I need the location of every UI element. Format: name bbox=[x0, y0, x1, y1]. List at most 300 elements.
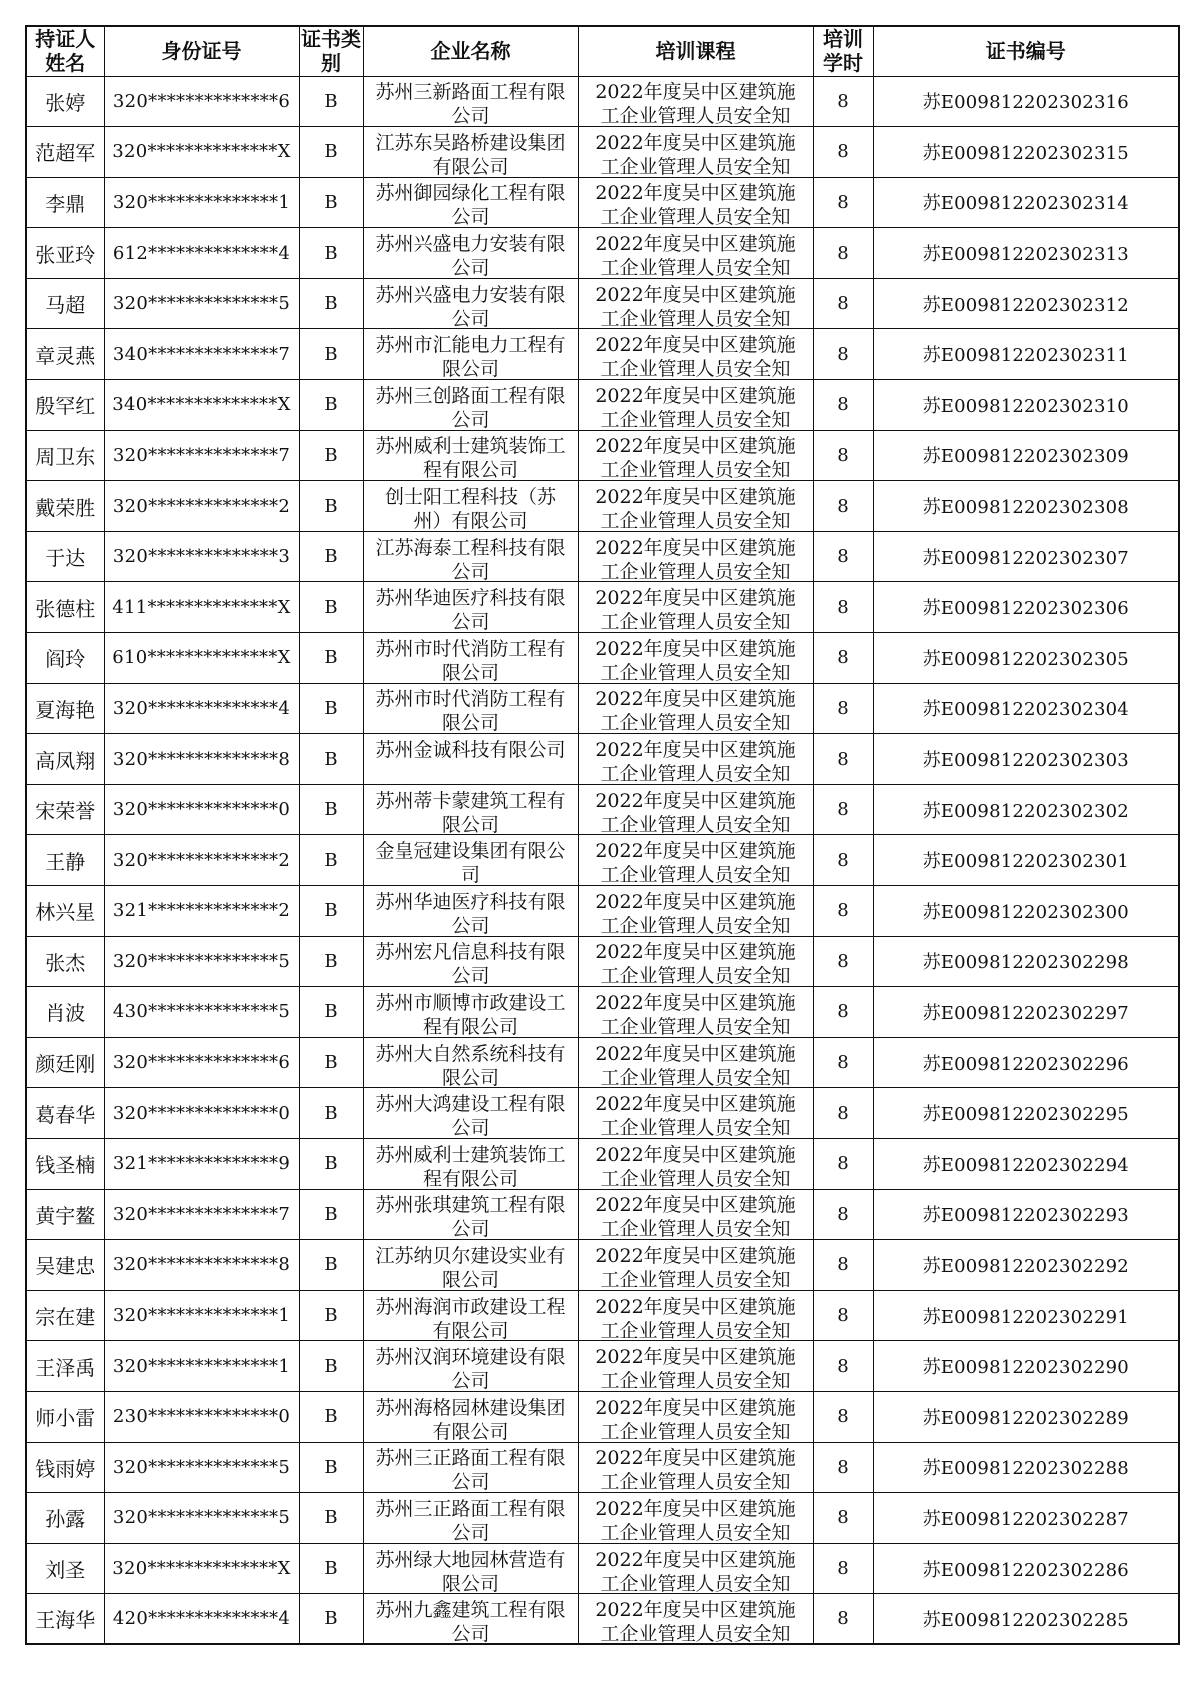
certificate-number: 苏E009812202302307 bbox=[873, 531, 1179, 582]
certificate-category: B bbox=[299, 886, 363, 937]
company-name: 江苏东吴路桥建设集团有限公司 bbox=[375, 131, 566, 175]
id-number: 411**************X bbox=[104, 582, 299, 633]
company-name: 苏州金诚科技有限公司 bbox=[375, 739, 566, 762]
table-row bbox=[26, 1493, 1179, 1544]
certificate-category: B bbox=[299, 784, 363, 835]
training-hours: 8 bbox=[813, 1594, 873, 1645]
company-name: 苏州华迪医疗科技有限公司 bbox=[375, 587, 566, 631]
training-hours: 8 bbox=[813, 76, 873, 127]
certificate-category: B bbox=[299, 1594, 363, 1645]
table-row bbox=[26, 1138, 1179, 1189]
certificate-category: B bbox=[299, 1391, 363, 1442]
training-course: 2022年度吴中区建筑施工企业管理人员安全知 bbox=[595, 890, 796, 934]
holder-name: 李鼎 bbox=[26, 177, 104, 228]
holder-name: 王海华 bbox=[26, 1594, 104, 1645]
certificate-category: B bbox=[299, 582, 363, 633]
table-row bbox=[26, 1391, 1179, 1442]
certificate-category: B bbox=[299, 633, 363, 684]
training-course: 2022年度吴中区建筑施工企业管理人员安全知 bbox=[595, 840, 796, 884]
certificate-number: 苏E009812202302303 bbox=[873, 734, 1179, 785]
id-number: 430**************5 bbox=[104, 987, 299, 1038]
holder-name: 张亚玲 bbox=[26, 228, 104, 279]
training-course: 2022年度吴中区建筑施工企业管理人员安全知 bbox=[595, 1346, 796, 1390]
table-row bbox=[26, 784, 1179, 835]
table-row bbox=[26, 177, 1179, 228]
training-hours: 8 bbox=[813, 329, 873, 380]
training-course: 2022年度吴中区建筑施工企业管理人员安全知 bbox=[595, 688, 796, 732]
training-hours: 8 bbox=[813, 1442, 873, 1493]
course-cell bbox=[578, 784, 813, 835]
course-cell bbox=[578, 1138, 813, 1189]
holder-name: 张杰 bbox=[26, 936, 104, 987]
id-number: 320**************0 bbox=[104, 784, 299, 835]
course-cell bbox=[578, 987, 813, 1038]
company-name: 苏州海润市政建设工程有限公司 bbox=[375, 1295, 566, 1339]
certificate-number: 苏E009812202302300 bbox=[873, 886, 1179, 937]
id-number: 610**************X bbox=[104, 633, 299, 684]
training-course: 2022年度吴中区建筑施工企业管理人员安全知 bbox=[595, 1497, 796, 1541]
company-name: 苏州大自然系统科技有限公司 bbox=[375, 1042, 566, 1086]
certificate-number: 苏E009812202302308 bbox=[873, 481, 1179, 532]
course-cell bbox=[578, 380, 813, 431]
id-number: 612**************4 bbox=[104, 228, 299, 279]
certificate-number: 苏E009812202302295 bbox=[873, 1088, 1179, 1139]
table-row bbox=[26, 1442, 1179, 1493]
training-hours: 8 bbox=[813, 1037, 873, 1088]
course-cell bbox=[578, 683, 813, 734]
company-cell bbox=[363, 380, 578, 431]
training-course: 2022年度吴中区建筑施工企业管理人员安全知 bbox=[595, 1042, 796, 1086]
table-row bbox=[26, 734, 1179, 785]
company-cell bbox=[363, 1138, 578, 1189]
course-cell bbox=[578, 228, 813, 279]
table-row bbox=[26, 1341, 1179, 1392]
holder-name: 葛春华 bbox=[26, 1088, 104, 1139]
holder-name: 王泽禹 bbox=[26, 1341, 104, 1392]
certificate-category: B bbox=[299, 734, 363, 785]
company-cell bbox=[363, 1290, 578, 1341]
table-row bbox=[26, 1290, 1179, 1341]
header-training-hours: 培训学时 bbox=[813, 26, 873, 76]
certificate-category: B bbox=[299, 936, 363, 987]
company-cell bbox=[363, 633, 578, 684]
certificate-number: 苏E009812202302315 bbox=[873, 127, 1179, 178]
company-cell bbox=[363, 329, 578, 380]
certificate-number: 苏E009812202302292 bbox=[873, 1240, 1179, 1291]
training-course: 2022年度吴中区建筑施工企业管理人员安全知 bbox=[595, 1396, 796, 1440]
training-course: 2022年度吴中区建筑施工企业管理人员安全知 bbox=[595, 1143, 796, 1187]
table-row bbox=[26, 430, 1179, 481]
company-cell bbox=[363, 278, 578, 329]
id-number: 320**************6 bbox=[104, 76, 299, 127]
training-course: 2022年度吴中区建筑施工企业管理人员安全知 bbox=[595, 1194, 796, 1238]
course-cell bbox=[578, 430, 813, 481]
training-hours: 8 bbox=[813, 582, 873, 633]
company-cell bbox=[363, 1189, 578, 1240]
training-course: 2022年度吴中区建筑施工企业管理人员安全知 bbox=[595, 283, 796, 327]
training-hours: 8 bbox=[813, 228, 873, 279]
training-course: 2022年度吴中区建筑施工企业管理人员安全知 bbox=[595, 991, 796, 1035]
certificate-number: 苏E009812202302309 bbox=[873, 430, 1179, 481]
training-hours: 8 bbox=[813, 936, 873, 987]
certificate-number: 苏E009812202302298 bbox=[873, 936, 1179, 987]
company-name: 苏州市汇能电力工程有限公司 bbox=[375, 334, 566, 378]
id-number: 320**************7 bbox=[104, 1189, 299, 1240]
company-cell bbox=[363, 1442, 578, 1493]
training-course: 2022年度吴中区建筑施工企业管理人员安全知 bbox=[595, 587, 796, 631]
id-number: 420**************4 bbox=[104, 1594, 299, 1645]
table-row bbox=[26, 835, 1179, 886]
company-name: 苏州大鸿建设工程有限公司 bbox=[375, 1093, 566, 1137]
course-cell bbox=[578, 278, 813, 329]
training-course: 2022年度吴中区建筑施工企业管理人员安全知 bbox=[595, 941, 796, 985]
company-name: 苏州宏凡信息科技有限公司 bbox=[375, 941, 566, 985]
header-certificate-number: 证书编号 bbox=[873, 26, 1179, 76]
id-number: 320**************X bbox=[104, 1543, 299, 1594]
certificate-category: B bbox=[299, 1442, 363, 1493]
company-cell bbox=[363, 784, 578, 835]
holder-name: 黄宇鳌 bbox=[26, 1189, 104, 1240]
certificate-category: B bbox=[299, 1543, 363, 1594]
company-name: 苏州市顺博市政建设工程有限公司 bbox=[375, 991, 566, 1035]
training-hours: 8 bbox=[813, 886, 873, 937]
training-course: 2022年度吴中区建筑施工企业管理人员安全知 bbox=[595, 1548, 796, 1592]
certificate-category: B bbox=[299, 1341, 363, 1392]
training-course: 2022年度吴中区建筑施工企业管理人员安全知 bbox=[595, 1598, 796, 1642]
certificate-number: 苏E009812202302311 bbox=[873, 329, 1179, 380]
training-hours: 8 bbox=[813, 278, 873, 329]
table-row bbox=[26, 1543, 1179, 1594]
certificate-category: B bbox=[299, 1189, 363, 1240]
company-cell bbox=[363, 1037, 578, 1088]
holder-name: 钱雨婷 bbox=[26, 1442, 104, 1493]
certificate-category: B bbox=[299, 683, 363, 734]
training-course: 2022年度吴中区建筑施工企业管理人员安全知 bbox=[595, 637, 796, 681]
holder-name: 戴荣胜 bbox=[26, 481, 104, 532]
training-hours: 8 bbox=[813, 177, 873, 228]
course-cell bbox=[578, 1442, 813, 1493]
course-cell bbox=[578, 835, 813, 886]
header-holder-name: 持证人姓名 bbox=[26, 26, 104, 76]
certificate-category: B bbox=[299, 177, 363, 228]
table-row bbox=[26, 228, 1179, 279]
company-cell bbox=[363, 531, 578, 582]
training-hours: 8 bbox=[813, 1240, 873, 1291]
company-name: 苏州汉润环境建设有限公司 bbox=[375, 1346, 566, 1390]
header-training-course: 培训课程 bbox=[578, 26, 813, 76]
company-cell bbox=[363, 228, 578, 279]
table-row bbox=[26, 987, 1179, 1038]
training-course: 2022年度吴中区建筑施工企业管理人员安全知 bbox=[595, 435, 796, 479]
training-hours: 8 bbox=[813, 1189, 873, 1240]
id-number: 320**************1 bbox=[104, 177, 299, 228]
holder-name: 殷罕红 bbox=[26, 380, 104, 431]
holder-name: 高凤翔 bbox=[26, 734, 104, 785]
id-number: 340**************7 bbox=[104, 329, 299, 380]
table-row bbox=[26, 1240, 1179, 1291]
company-name: 苏州兴盛电力安装有限公司 bbox=[375, 233, 566, 277]
company-cell bbox=[363, 1088, 578, 1139]
course-cell bbox=[578, 1493, 813, 1544]
company-cell bbox=[363, 177, 578, 228]
company-name: 苏州威利士建筑装饰工程有限公司 bbox=[375, 1143, 566, 1187]
certificate-category: B bbox=[299, 987, 363, 1038]
company-name: 苏州市时代消防工程有限公司 bbox=[375, 637, 566, 681]
certificate-number: 苏E009812202302314 bbox=[873, 177, 1179, 228]
certificate-number: 苏E009812202302289 bbox=[873, 1391, 1179, 1442]
table-row bbox=[26, 633, 1179, 684]
training-course: 2022年度吴中区建筑施工企业管理人员安全知 bbox=[595, 789, 796, 833]
company-cell bbox=[363, 76, 578, 127]
table-row bbox=[26, 481, 1179, 532]
training-hours: 8 bbox=[813, 734, 873, 785]
header-id-number: 身份证号 bbox=[104, 26, 299, 76]
course-cell bbox=[578, 1290, 813, 1341]
table-row bbox=[26, 278, 1179, 329]
course-cell bbox=[578, 1189, 813, 1240]
company-cell bbox=[363, 1594, 578, 1645]
certificate-number: 苏E009812202302287 bbox=[873, 1493, 1179, 1544]
holder-name: 周卫东 bbox=[26, 430, 104, 481]
course-cell bbox=[578, 886, 813, 937]
training-course: 2022年度吴中区建筑施工企业管理人员安全知 bbox=[595, 1447, 796, 1491]
id-number: 230**************0 bbox=[104, 1391, 299, 1442]
holder-name: 王静 bbox=[26, 835, 104, 886]
table-row bbox=[26, 1594, 1179, 1645]
company-name: 苏州兴盛电力安装有限公司 bbox=[375, 283, 566, 327]
header-company-name: 企业名称 bbox=[363, 26, 578, 76]
training-hours: 8 bbox=[813, 1543, 873, 1594]
table-row bbox=[26, 329, 1179, 380]
training-hours: 8 bbox=[813, 1290, 873, 1341]
certificate-number: 苏E009812202302297 bbox=[873, 987, 1179, 1038]
holder-name: 宗在建 bbox=[26, 1290, 104, 1341]
company-cell bbox=[363, 1341, 578, 1392]
training-hours: 8 bbox=[813, 380, 873, 431]
company-cell bbox=[363, 835, 578, 886]
certificate-category: B bbox=[299, 430, 363, 481]
holder-name: 阎玲 bbox=[26, 633, 104, 684]
certificate-number: 苏E009812202302293 bbox=[873, 1189, 1179, 1240]
id-number: 320**************2 bbox=[104, 481, 299, 532]
training-course: 2022年度吴中区建筑施工企业管理人员安全知 bbox=[595, 1093, 796, 1137]
table-row bbox=[26, 683, 1179, 734]
holder-name: 吴建忠 bbox=[26, 1240, 104, 1291]
company-name: 苏州三创路面工程有限公司 bbox=[375, 384, 566, 428]
course-cell bbox=[578, 633, 813, 684]
training-hours: 8 bbox=[813, 1088, 873, 1139]
certificate-number: 苏E009812202302306 bbox=[873, 582, 1179, 633]
company-cell bbox=[363, 734, 578, 785]
company-name: 江苏海泰工程科技有限公司 bbox=[375, 536, 566, 580]
training-hours: 8 bbox=[813, 683, 873, 734]
certificate-category: B bbox=[299, 380, 363, 431]
certificate-number: 苏E009812202302294 bbox=[873, 1138, 1179, 1189]
certificate-number: 苏E009812202302302 bbox=[873, 784, 1179, 835]
course-cell bbox=[578, 734, 813, 785]
company-name: 苏州三正路面工程有限公司 bbox=[375, 1447, 566, 1491]
course-cell bbox=[578, 1240, 813, 1291]
id-number: 320**************7 bbox=[104, 430, 299, 481]
certificate-number: 苏E009812202302286 bbox=[873, 1543, 1179, 1594]
certificate-number: 苏E009812202302290 bbox=[873, 1341, 1179, 1392]
certificate-category: B bbox=[299, 1037, 363, 1088]
holder-name: 颜廷刚 bbox=[26, 1037, 104, 1088]
id-number: 320**************3 bbox=[104, 531, 299, 582]
table-row bbox=[26, 531, 1179, 582]
training-course: 2022年度吴中区建筑施工企业管理人员安全知 bbox=[595, 739, 796, 783]
table-row bbox=[26, 76, 1179, 127]
table-row bbox=[26, 127, 1179, 178]
certificate-category: B bbox=[299, 76, 363, 127]
training-hours: 8 bbox=[813, 1391, 873, 1442]
training-course: 2022年度吴中区建筑施工企业管理人员安全知 bbox=[595, 334, 796, 378]
company-cell bbox=[363, 582, 578, 633]
id-number: 321**************9 bbox=[104, 1138, 299, 1189]
training-course: 2022年度吴中区建筑施工企业管理人员安全知 bbox=[595, 131, 796, 175]
holder-name: 肖波 bbox=[26, 987, 104, 1038]
company-cell bbox=[363, 430, 578, 481]
certificate-number: 苏E009812202302304 bbox=[873, 683, 1179, 734]
training-hours: 8 bbox=[813, 1341, 873, 1392]
id-number: 320**************1 bbox=[104, 1290, 299, 1341]
certificate-category: B bbox=[299, 835, 363, 886]
company-name: 苏州威利士建筑装饰工程有限公司 bbox=[375, 435, 566, 479]
training-course: 2022年度吴中区建筑施工企业管理人员安全知 bbox=[595, 536, 796, 580]
certificate-category: B bbox=[299, 1493, 363, 1544]
company-name: 苏州三新路面工程有限公司 bbox=[375, 81, 566, 125]
course-cell bbox=[578, 1391, 813, 1442]
holder-name: 刘圣 bbox=[26, 1543, 104, 1594]
table-body bbox=[26, 76, 1179, 1644]
company-name: 苏州九鑫建筑工程有限公司 bbox=[375, 1598, 566, 1642]
holder-name: 于达 bbox=[26, 531, 104, 582]
id-number: 320**************8 bbox=[104, 734, 299, 785]
course-cell bbox=[578, 531, 813, 582]
company-cell bbox=[363, 987, 578, 1038]
training-hours: 8 bbox=[813, 633, 873, 684]
id-number: 320**************5 bbox=[104, 1442, 299, 1493]
holder-name: 章灵燕 bbox=[26, 329, 104, 380]
table-row bbox=[26, 886, 1179, 937]
company-name: 苏州华迪医疗科技有限公司 bbox=[375, 890, 566, 934]
certificate-table bbox=[25, 25, 1180, 1645]
course-cell bbox=[578, 76, 813, 127]
holder-name: 范超军 bbox=[26, 127, 104, 178]
id-number: 320**************0 bbox=[104, 1088, 299, 1139]
training-hours: 8 bbox=[813, 784, 873, 835]
id-number: 320**************X bbox=[104, 127, 299, 178]
company-cell bbox=[363, 1391, 578, 1442]
id-number: 320**************5 bbox=[104, 278, 299, 329]
company-cell bbox=[363, 1493, 578, 1544]
company-cell bbox=[363, 886, 578, 937]
training-course: 2022年度吴中区建筑施工企业管理人员安全知 bbox=[595, 1295, 796, 1339]
certificate-category: B bbox=[299, 228, 363, 279]
training-hours: 8 bbox=[813, 127, 873, 178]
course-cell bbox=[578, 582, 813, 633]
certificate-number: 苏E009812202302312 bbox=[873, 278, 1179, 329]
certificate-category: B bbox=[299, 1088, 363, 1139]
id-number: 320**************4 bbox=[104, 683, 299, 734]
holder-name: 张德柱 bbox=[26, 582, 104, 633]
company-cell bbox=[363, 127, 578, 178]
company-name: 苏州市时代消防工程有限公司 bbox=[375, 688, 566, 732]
id-number: 321**************2 bbox=[104, 886, 299, 937]
training-course: 2022年度吴中区建筑施工企业管理人员安全知 bbox=[595, 182, 796, 226]
course-cell bbox=[578, 177, 813, 228]
course-cell bbox=[578, 481, 813, 532]
company-cell bbox=[363, 1240, 578, 1291]
certificate-number: 苏E009812202302313 bbox=[873, 228, 1179, 279]
training-hours: 8 bbox=[813, 1138, 873, 1189]
course-cell bbox=[578, 936, 813, 987]
certificate-category: B bbox=[299, 1138, 363, 1189]
id-number: 340**************X bbox=[104, 380, 299, 431]
certificate-number: 苏E009812202302291 bbox=[873, 1290, 1179, 1341]
certificate-number: 苏E009812202302296 bbox=[873, 1037, 1179, 1088]
id-number: 320**************5 bbox=[104, 1493, 299, 1544]
certificate-category: B bbox=[299, 329, 363, 380]
id-number: 320**************2 bbox=[104, 835, 299, 886]
certificate-category: B bbox=[299, 481, 363, 532]
id-number: 320**************1 bbox=[104, 1341, 299, 1392]
training-course: 2022年度吴中区建筑施工企业管理人员安全知 bbox=[595, 1244, 796, 1288]
course-cell bbox=[578, 329, 813, 380]
table-row bbox=[26, 1189, 1179, 1240]
company-name: 苏州张琪建筑工程有限公司 bbox=[375, 1194, 566, 1238]
company-cell bbox=[363, 683, 578, 734]
company-name: 苏州三正路面工程有限公司 bbox=[375, 1497, 566, 1541]
training-hours: 8 bbox=[813, 987, 873, 1038]
certificate-number: 苏E009812202302310 bbox=[873, 380, 1179, 431]
company-cell bbox=[363, 936, 578, 987]
table-row bbox=[26, 380, 1179, 431]
course-cell bbox=[578, 1594, 813, 1645]
company-name: 苏州御园绿化工程有限公司 bbox=[375, 182, 566, 226]
company-name: 创士阳工程科技（苏州）有限公司 bbox=[384, 486, 556, 530]
course-cell bbox=[578, 1341, 813, 1392]
training-hours: 8 bbox=[813, 481, 873, 532]
company-name: 苏州蒂卡蒙建筑工程有限公司 bbox=[375, 789, 566, 833]
certificate-category: B bbox=[299, 1290, 363, 1341]
course-cell bbox=[578, 1037, 813, 1088]
header-certificate-category: 证书类别 bbox=[301, 27, 361, 76]
training-course: 2022年度吴中区建筑施工企业管理人员安全知 bbox=[595, 486, 796, 530]
training-course: 2022年度吴中区建筑施工企业管理人员安全知 bbox=[595, 81, 796, 125]
company-cell bbox=[363, 481, 578, 532]
holder-name: 张婷 bbox=[26, 76, 104, 127]
id-number: 320**************5 bbox=[104, 936, 299, 987]
id-number: 320**************8 bbox=[104, 1240, 299, 1291]
training-course: 2022年度吴中区建筑施工企业管理人员安全知 bbox=[595, 384, 796, 428]
course-cell bbox=[578, 1543, 813, 1594]
id-number: 320**************6 bbox=[104, 1037, 299, 1088]
certificate-category: B bbox=[299, 278, 363, 329]
training-hours: 8 bbox=[813, 1493, 873, 1544]
training-hours: 8 bbox=[813, 835, 873, 886]
certificate-category: B bbox=[299, 127, 363, 178]
table-row bbox=[26, 1088, 1179, 1139]
holder-name: 夏海艳 bbox=[26, 683, 104, 734]
table-row bbox=[26, 1037, 1179, 1088]
holder-name: 师小雷 bbox=[26, 1391, 104, 1442]
holder-name: 宋荣誉 bbox=[26, 784, 104, 835]
course-cell bbox=[578, 127, 813, 178]
training-hours: 8 bbox=[813, 531, 873, 582]
company-name: 江苏纳贝尔建设实业有限公司 bbox=[375, 1244, 566, 1288]
course-cell bbox=[578, 1088, 813, 1139]
